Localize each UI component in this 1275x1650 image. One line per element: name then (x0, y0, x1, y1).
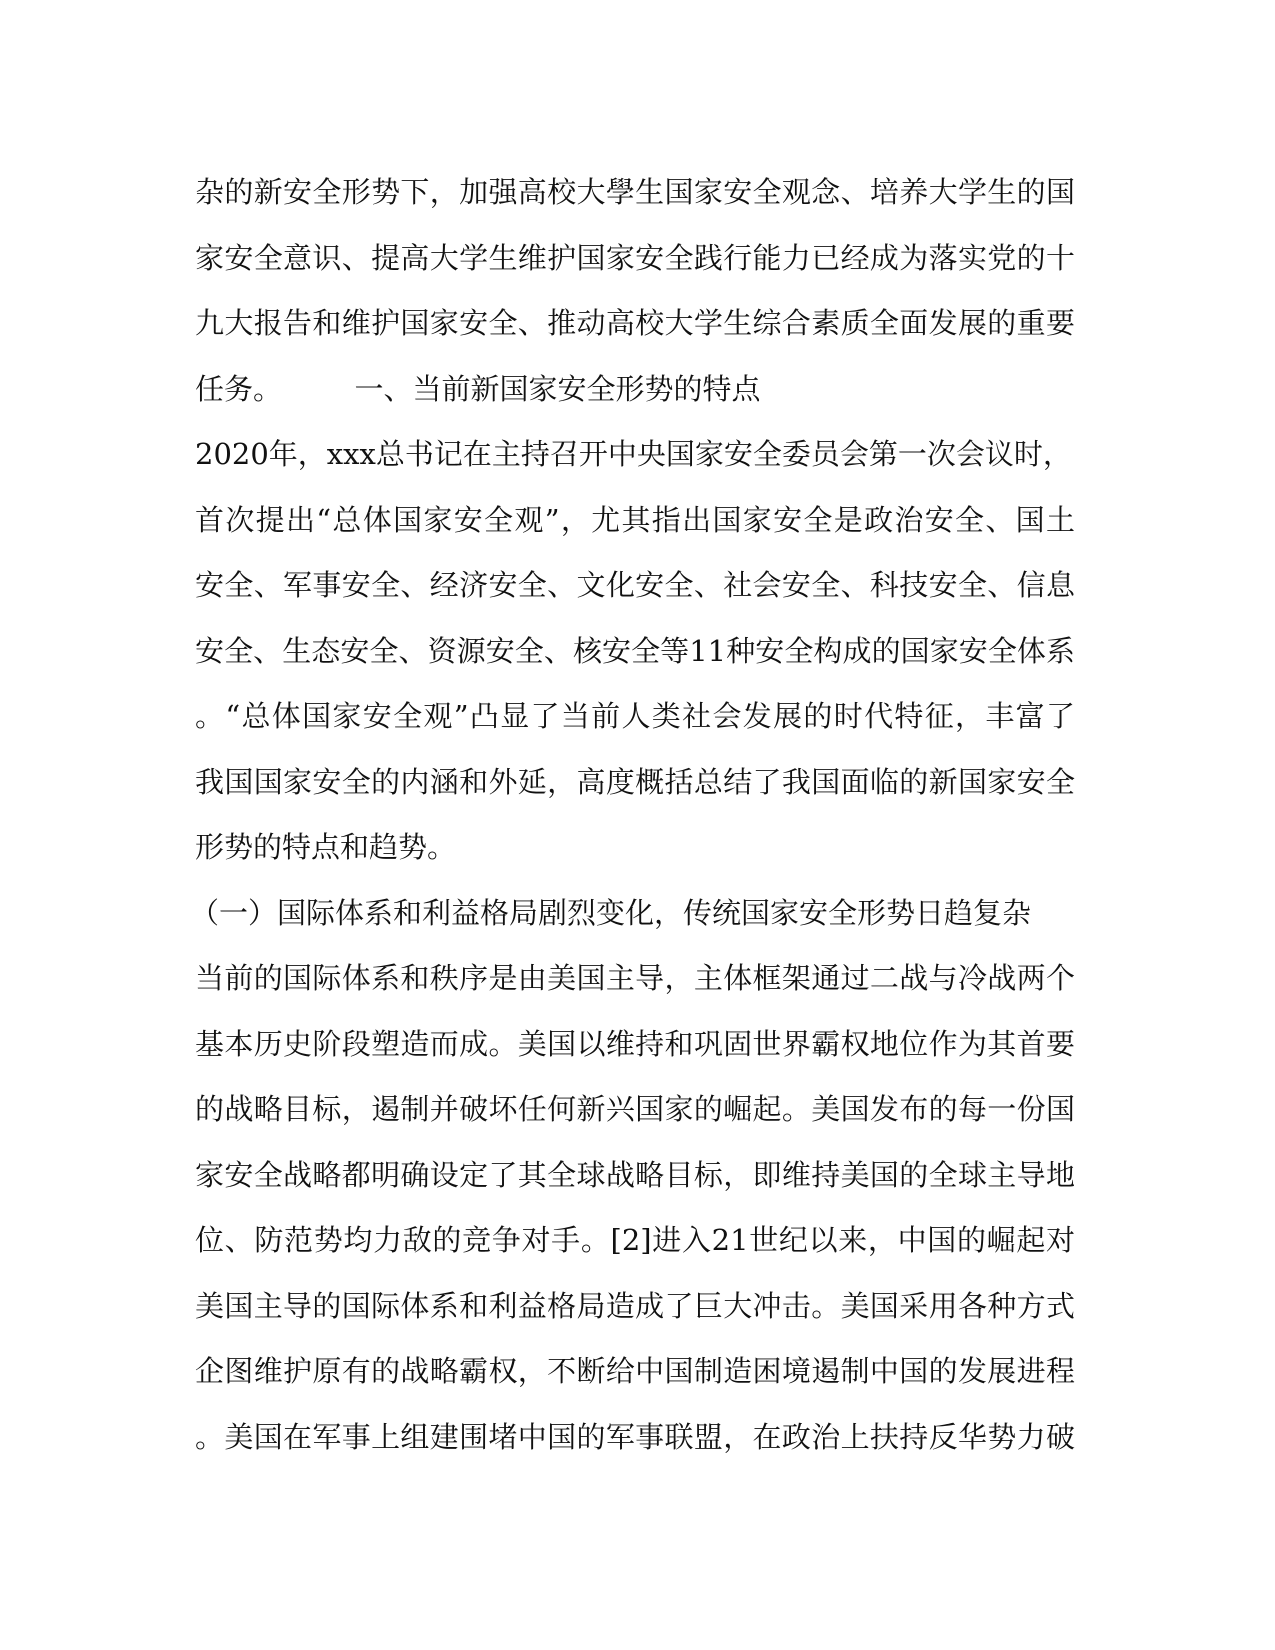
text-line: 杂的新安全形势下，加强高校大學生国家安全观念、培养大学生的国 (195, 175, 1075, 209)
body-text (190, 160, 1075, 1470)
text-line: 。美国在军事上组建围堵中国的军事联盟，在政治上扶持反华势力破 (195, 1419, 1075, 1454)
text-line: 家安全意识、提高大学生维护国家安全践行能力已经成为落实党的十 (195, 240, 1075, 275)
text-line: 当前的国际体系和秩序是由美国主导，主体框架通过二战与冷战两个 (195, 961, 1075, 995)
text-line: 九大报告和维护国家安全、推动高校大学生综合素质全面发展的重要 (195, 306, 1075, 340)
text-line: 企图维护原有的战略霸权，不断给中国制造困境遏制中国的发展进程 (195, 1354, 1075, 1388)
section-heading-line: 任务。 一、当前新国家安全形势的特点 (195, 371, 761, 406)
text-line: 安全、生态安全、资源安全、核安全等11种安全构成的国家安全体系 (195, 633, 1075, 668)
text-line: 2020年，xxx总书记在主持召开中央国家安全委员会第一次会议时， (195, 437, 1072, 471)
text-line: 基本历史阶段塑造而成。美国以维持和巩固世界霸权地位作为其首要 (195, 1026, 1075, 1061)
text-line: 形势的特点和趋势。 (195, 830, 457, 864)
text-line: 位、防范势均力敌的竞争对手。[2]进入21世纪以来，中国的崛起对 (195, 1223, 1075, 1257)
text-line: 安全、军事安全、经济安全、文化安全、社会安全、科技安全、信息 (195, 568, 1075, 602)
text-line: 家安全战略都明确设定了其全球战略目标，即维持美国的全球主导地 (195, 1157, 1075, 1192)
text-line: 美国主导的国际体系和利益格局造成了巨大冲击。美国采用各种方式 (195, 1288, 1075, 1323)
subsection-heading: （一）国际体系和利益格局剧烈变化，传统国家安全形势日趋复杂 (190, 895, 1032, 930)
text-line: 的战略目标，遏制并破坏任何新兴国家的崛起。美国发布的每一份国 (195, 1092, 1075, 1126)
text-line: 。“总体国家安全观”凸显了当前人类社会发展的时代特征，丰富了 (195, 699, 1075, 733)
text-line: 我国国家安全的内涵和外延，高度概括总结了我国面临的新国家安全 (195, 764, 1075, 799)
text-line: 首次提出“总体国家安全观”，尤其指出国家安全是政治安全、国土 (195, 502, 1075, 537)
